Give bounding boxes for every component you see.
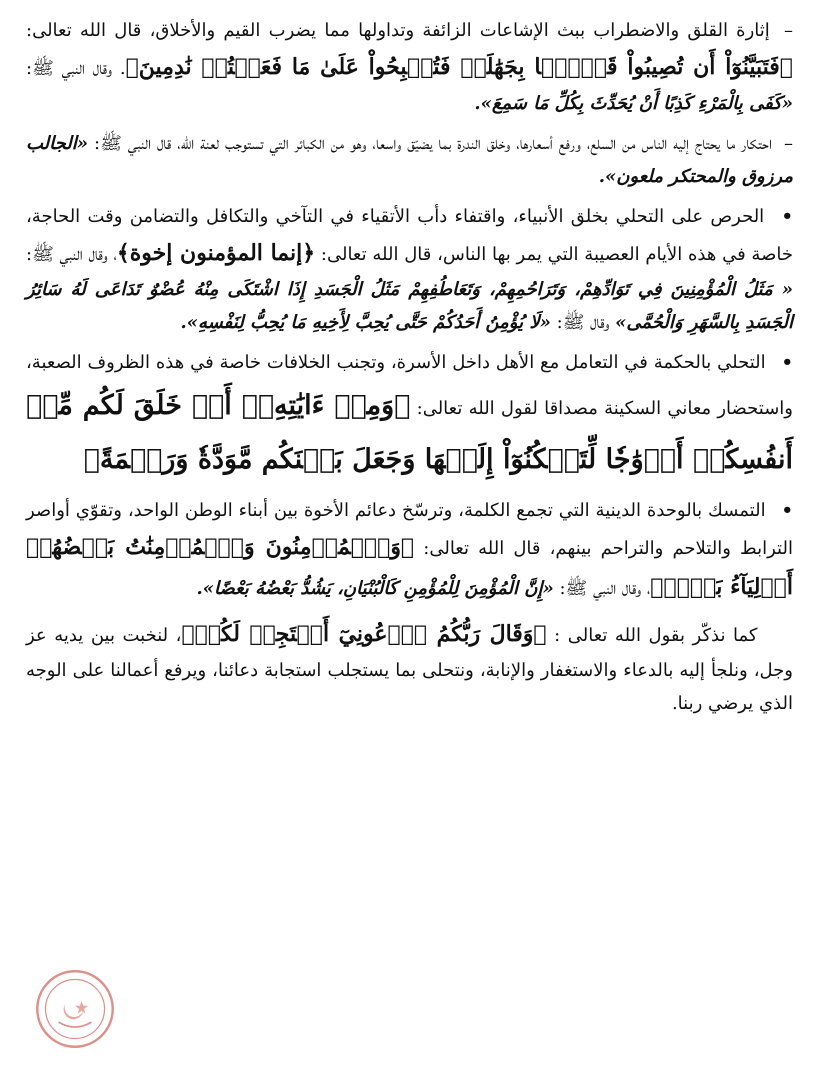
bullet-religious-unity [26,494,793,607]
hadith-quote: « مَثَلُ الْمُؤْمِنِينَ فِي تَوَادِّهِمْ، وَتَرَاحُمِهِمْ، وَتَعَاطُفِهِمْ مَثَلُ الْجَسَدِ إِذَا اشْتَكَى مِنْهُ عُضْوٌ تَدَاعَى لَهُ سَائِرُ الْجَسَدِ بِالسَّهَرِ وَالْحُمَّى» [26,279,793,333]
dash-marker: – [784,20,793,41]
bullet-icon: • [781,352,793,373]
quran-verse: ﴿وَمِنۡ ءَايَٰتِهِۦٓ أَنۡ خَلَقَ لَكُم مِّنۡ أَنفُسِكُمۡ أَزۡوَٰجٗا لِّتَسۡكُنُوٓاْ إِلَيۡهَا وَجَعَلَ بَيۡنَكُم مَّوَدَّةٗ وَرَحۡمَةً﴾ [26,390,793,475]
dash-marker: – [784,133,793,154]
official-stamp-icon [34,968,116,1050]
hadith-quote: «لَا يُؤْمِنُ أَحَدُكُمْ حَتَّى يُحِبَّ لِأَخِيهِ مَا يُحِبُّ لِنَفْسِهِ». [180,312,551,333]
paragraph-rumors [26,14,793,120]
quran-verse: ﴿وَٱلۡمُؤۡمِنُونَ وَٱلۡمُؤۡمِنَٰتُ بَعۡضُهُمۡ أَوۡلِيَآءُ بَعۡضٖ﴾ [26,534,793,600]
paragraph-text: التحلي بالحكمة في التعامل مع الأهل داخل الأسرة، وتجنب الخلافات خاصة في هذه الظروف الصعبة، واستحضار معاني السكينة مصداقا لقول الله تعالى: [26,352,793,419]
paragraph-text: ، وقال النبي ﷺ: [26,244,117,265]
hadith-quote: «كَفَى بِالْمَرْءِ كَذِبًا أَنْ يُحَدِّثَ بِكُلِّ مَا سَمِعَ». [474,93,793,114]
bullet-icon: • [781,206,793,227]
bullet-icon: • [781,500,793,521]
hadith-quote: «الجالب مرزوق والمحتكر ملعون». [26,133,793,187]
paragraph-text: وقال ﷺ: [556,312,610,333]
paragraph-text: . وقال النبي ﷺ: [26,58,126,79]
paragraph-text: ، وقال النبي ﷺ: [559,578,651,599]
paragraph-text: ، لنخبت بين يديه عز وجل، ونلجأ إليه بالدعاء والاستغفار والإنابة، ونتحلى بما يستجلب استجابة دعائنا، ويرفع أعمالنا على الوجه الذي يرضي ربنا. [26,625,793,714]
paragraph-text: الحرص على التحلي بخلق الأنبياء، واقتفاء دأب الأتقياء في التآخي والتكافل والتضامن وقت الحاجة، خاصة في هذه الأيام العصيبة التي يمر بها الناس، قال الله تعالى: [26,206,793,265]
paragraph-text: كما نذكّر بقول الله تعالى : [554,625,758,646]
closing-paragraph [26,614,793,720]
quran-verse: ﴿إنما المؤمنون إخوة﴾ [116,240,316,266]
paragraph-text: التمسك بالوحدة الدينية التي تجمع الكلمة، وترسّخ دعائم الأخوة بين أبناء الوطن الواحد، وتقوّي أواصر الترابط والتلاحم والتراحم بينهم، قال الله تعالى: [26,500,793,559]
bullet-family-wisdom [26,346,793,487]
paragraph-text: احتكار ما يحتاج إليه الناس من السلع، ورفع أسعارها، وخلق الندرة بما يضيّق واسعا، وهو من الكبائر التي تستوجب لعنة الله، قال النبي ﷺ: [94,133,772,154]
quran-verse: ﴿فَتَبَيَّنُوٓاْ أَن تُصِيبُواْ قَوۡمَۢا بِجَهَٰلَةٖ فَتُصۡبِحُواْ عَلَىٰ مَا فَعَلۡتُمۡ نَٰدِمِينَ﴾ [125,54,793,80]
paragraph-hoarding [26,127,793,193]
hadith-quote: «إِنَّ الْمُؤْمِنَ لِلْمُؤْمِنِ كَالْبُنْيَانِ، يَشُدُّ بَعْضُهُ بَعْضًا». [196,578,554,599]
bullet-brotherhood [26,200,793,339]
quran-verse: ﴿وَقَالَ رَبُّكُمُ ٱدۡعُونِيٓ أَسۡتَجِبۡ لَكُمۡ﴾ [181,621,547,647]
paragraph-text: إثارة القلق والاضطراب ببث الإشاعات الزائفة وتداولها مما يضرب القيم والأخلاق، قال الله تعالى: [26,20,770,41]
